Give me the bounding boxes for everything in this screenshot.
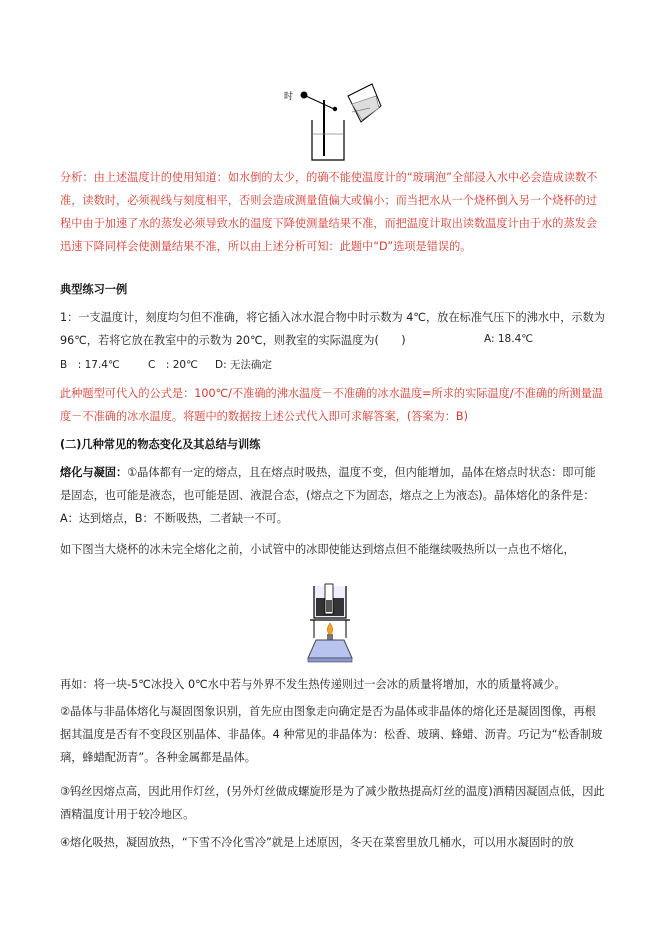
- figure-label: 时: [284, 92, 294, 102]
- beaker-alcohol-lamp-figure: [300, 582, 360, 664]
- beaker-paragraph: 如下图当大烧杯的冰未完全熔化之前，小试管中的冰即使能达到熔点但不能继续吸热所以一点也不熔化，: [60, 543, 575, 556]
- melting-title: 熔化与凝固：: [60, 466, 128, 479]
- option-a: A: 18.4℃: [484, 333, 534, 345]
- option-d: D: 无法确定: [215, 359, 272, 371]
- question-paragraph: 1：一支温度计，刻度均匀但不准确，将它插入冰水混合物中时示数为 4℃，放在标准气压下的沸水中，示数为 96℃，若将它放在教室中的示数为 20℃，则教室的实际温度为( ): [60, 311, 605, 347]
- example-heading: 典型练习一例: [60, 283, 128, 296]
- section-heading: (二)几种常见的物态变化及其总结与训练: [60, 438, 261, 451]
- thermometer-beaker-figure: [282, 82, 382, 164]
- point-2-paragraph: ②晶体与非晶体熔化与凝固图象识别，首先应由图象走向确定是否为晶体或非晶体的熔化还是凝固图像，再根据其温度是否有不变段区别晶体、非晶体。4 种常见的非晶体为：松香、玻璃、蜂蜡、沥青。巧记为“松香制玻璃，蜂蜡配沥青”。各种金属都是晶体。: [60, 705, 603, 764]
- option-c: C : 20℃: [148, 359, 198, 371]
- example-paragraph: 再如：将一块-5℃冰投入 0℃水中若与外界不发生热传递则过一会冰的质量将增加，水的质量将减少。: [60, 678, 566, 691]
- point-3-paragraph: ③钨丝因熔点高，因此用作灯丝，(另外灯丝做成螺旋形是为了减少散热提高灯丝的温度)酒精因凝固点低，因此酒精温度计用于较冷地区。: [60, 785, 605, 821]
- analysis-paragraph: 分析：由上述温度计的使用知道：如水倒的太少，的确不能使温度计的“玻璃泡”全部浸入水中必会造成读数不准，读数时，必须视线与刻度相平，否则会造成测量值偏大或偏小；而当把水从一个烧杯倒入另一个烧杯的过程中由于加速了水的蒸发必须导致水的温度下降使测量结果不准，而把温度计取出读数温度计由于水的蒸发会迅速下降同样会使测量结果不准，所以由上述分析可知：此题中“D”选项是错误的。: [60, 171, 598, 253]
- melting-paragraph: [60, 461, 605, 530]
- formula-paragraph: 此种题型可代入的公式是：100℃/不准确的沸水温度－不准确的冰水温度=所求的实际温度/不准确的所测量温度－不准确的冰水温度。将题中的数据按上述公式代入即可求解答案，(答案为：B): [60, 387, 604, 423]
- melting-text: ①晶体都有一定的熔点，且在熔点时吸热，温度不变，但内能增加，晶体在熔点时状态：即可能是固态，也可能是液态，也可能是固、液混合态，(熔点之下为固态，熔点之上为液态)。晶体熔化的条件是：A：达到熔点，B：不断吸热，二者缺一不可。: [60, 466, 596, 525]
- point-4-paragraph: ④熔化吸热，凝固放热，“下雪不冷化雪冷”就是上述原因，冬天在菜窖里放几桶水，可以用水凝固时的放: [60, 836, 574, 849]
- option-b: B : 17.4℃: [60, 359, 120, 371]
